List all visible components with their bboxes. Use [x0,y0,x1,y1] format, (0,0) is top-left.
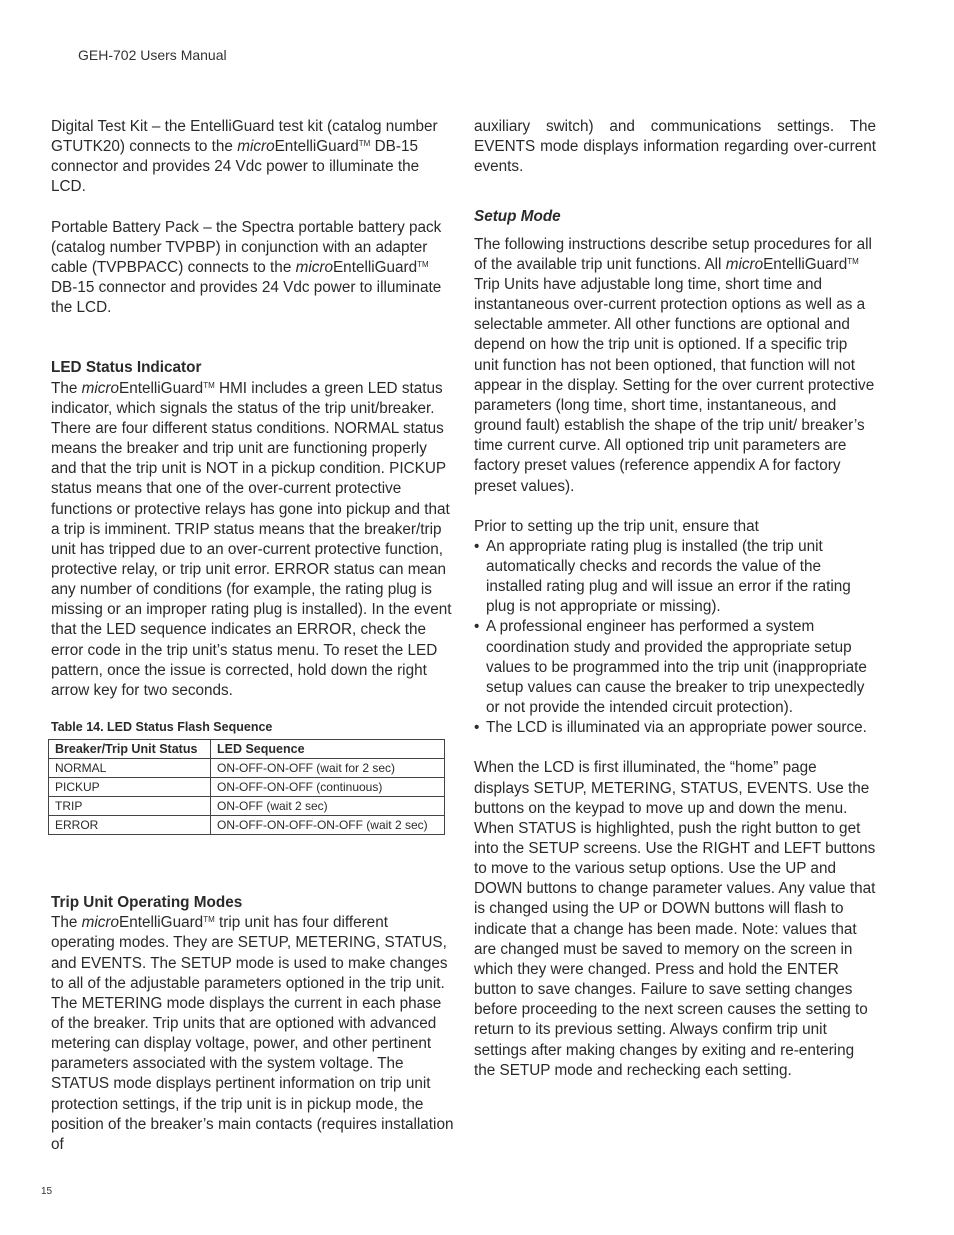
table-header-cell: Breaker/Trip Unit Status [49,740,211,759]
list-item: • A professional engineer has performed a system coordination study and provided the appropriate setup values to be programmed into the trip unit (inappropriate setup values can cause the breaker to trip unexpectedly or not provide the intended circuit protection). [474,617,876,718]
setup-mode-paragraph: The following instructions describe setup procedures for all of the available trip unit functions. All microEntelliGuard™ Trip Units have adjustable long time, short time and instantaneous over-current protection options as well as a selectable ammeter. All other functions are optional and depend on how the trip unit is optioned. If a specific trip unit function has not been optioned, that function will not appear in the display. Setting for the over current protective parameters (long time, short time, instantaneous, and ground fault) establish the shape of the trip unit/ breaker’s time current curve. All optioned trip unit parameters are factory preset values (reference appendix A for factory preset values). [474,235,875,495]
operating-modes-heading: Trip Unit Operating Modes [51,894,243,912]
operating-modes-paragraph: The microEntelliGuard™ trip unit has four different operating modes. They are SETUP, METERING, STATUS, and EVENTS. The SETUP mode is used to make changes to all of the adjustable parameters optioned in the trip unit. The METERING mode displays the current in each phase of the breaker. Trip units that are optioned with advanced metering can display voltage, power, and other pertinent parameters associated with the system voltage. The STATUS mode displays pertinent information on trip unit protection settings, if the trip unit is in pickup mode, the position of the breaker’s main contacts (requires installation of [51,914,454,1153]
right-column [474,117,876,1081]
left-column [51,117,455,1155]
prerequisite-list [474,537,876,739]
table-row [49,778,445,797]
lcd-instructions-paragraph: When the LCD is first illuminated, the “home” page displays SETUP, METERING, STATUS, EVENTS. Use the buttons on the keypad to move up and down the menu. When STATUS is highlighted, push the right button to get into the SETUP screens. Use the RIGHT and LEFT buttons to move to the various setup options. Use the UP and DOWN buttons to change parameter values. Any value that is changed using the UP or DOWN buttons will flash to indicate that a change has been made. Note: values that are changed must be saved to memory on the screen in which they were changed. Press and hold the ENTER button to save changes. Failure to save setting changes before proceeding to the next screen causes the setting to return to its previous setting. Always confirm trip unit settings after making changes by exiting and re-entering the SETUP mode and rechecking each setting. [474,759,876,1079]
list-item: • The LCD is illuminated via an appropriate power source. [474,718,876,738]
table-caption: Table 14. LED Status Flash Sequence [51,720,273,735]
table-cell: PICKUP [49,778,211,797]
page-number: 15 [41,1186,53,1197]
table-header-row [49,740,445,759]
prior-setup-intro: Prior to setting up the trip unit, ensure that [474,517,759,535]
led-status-paragraph: The microEntelliGuard™ HMI includes a green LED status indicator, which signals the status of the trip unit/breaker. There are four different status conditions. NORMAL status means the breaker and trip unit are functioning properly and that the trip unit is NOT in a pickup condition. PICKUP status means that one of the over-current protective functions or protective relays has gone into pickup and that a trip is imminent. TRIP status means that the breaker/trip unit has tripped due to an over-current protective function, protective relay, or trip unit error. ERROR status can mean any number of conditions (for example, the rating plug is missing or an improper rating plug is installed). In the event that the LED sequence indicates an ERROR, check the error code in the trip unit’s status menu. To reset the LED pattern, once the issue is corrected, hold down the right arrow key for two seconds. [51,379,452,699]
list-item: • An appropriate rating plug is installed (the trip unit automatically checks and records the value of the installed rating plug and will issue an error if the rating plug is not appropriate or missing). [474,537,876,618]
digital-test-kit-paragraph: Digital Test Kit – the EntelliGuard test kit (catalog number GTUTK20) connects to the microEntelliGuard™ DB-15 connector and provides 24 Vdc power to illuminate the LCD. [51,118,438,196]
table-cell: ON-OFF-ON-OFF (wait for 2 sec) [211,759,445,778]
battery-pack-paragraph: Portable Battery Pack – the Spectra portable battery pack (catalog number TVPBP) in conjunction with an adapter cable (TVPBPACC) connects to the microEntelliGuard™ DB-15 connector and provides 24 Vdc power to illuminate the LCD. [51,218,442,317]
led-status-heading: LED Status Indicator [51,359,202,377]
setup-mode-heading: Setup Mode [474,208,561,226]
table-header-cell: LED Sequence [211,740,445,759]
continuation-paragraph: auxiliary switch) and communications settings. The EVENTS mode displays information regarding over-current events. [474,118,876,176]
table-cell: NORMAL [49,759,211,778]
table-row [49,816,445,835]
table-cell: ON-OFF (wait 2 sec) [211,797,445,816]
table-cell: ON-OFF-ON-OFF-ON-OFF (wait 2 sec) [211,816,445,835]
running-header: GEH-702 Users Manual [78,47,227,63]
table-row [49,797,445,816]
table-cell: TRIP [49,797,211,816]
table-cell: ON-OFF-ON-OFF (continuous) [211,778,445,797]
table-row [49,759,445,778]
table-cell: ERROR [49,816,211,835]
led-sequence-table [48,739,445,835]
